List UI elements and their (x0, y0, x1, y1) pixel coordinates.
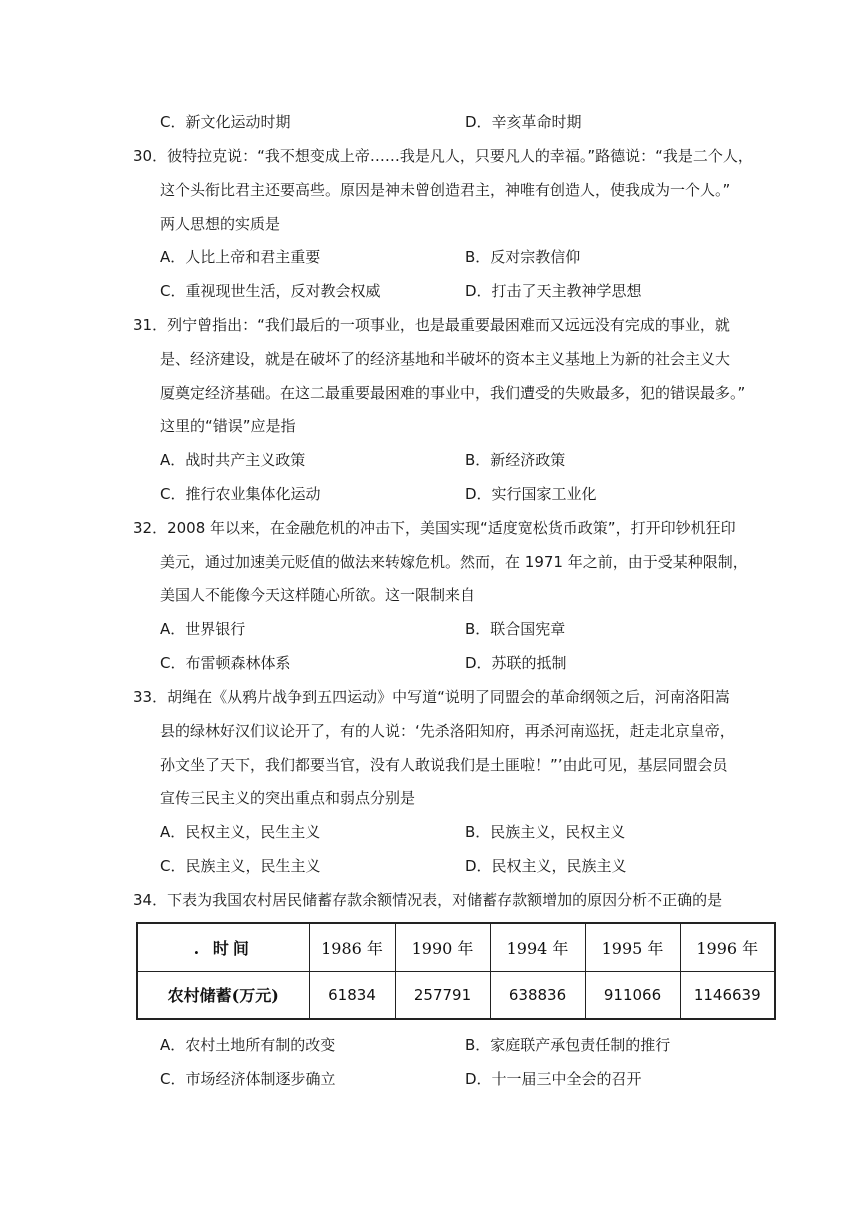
q33-option-b: B．民族主义，民权主义 (465, 823, 626, 841)
q32-stem-line-1: 32．2008 年以来，在金融危机的冲击下，美国实现“适度宽松货币政策”，打开印钞机狂印 (133, 519, 736, 537)
q30-option-c: C．重视现世生活，反对教会权威 (160, 282, 381, 300)
q32-option-d: D．苏联的抵制 (465, 654, 567, 672)
savings-table (136, 922, 776, 1020)
table-year-cell: 1996 年 (680, 923, 775, 971)
q30-option-b: B．反对宗教信仰 (465, 248, 581, 266)
table-row (137, 971, 775, 1019)
table-year-cell: 1990 年 (395, 923, 490, 971)
table-row-label: 农村储蓄(万元) (137, 971, 309, 1019)
q33-stem-line-3: 孙文坐了天下，我们都要当官，没有人敢说我们是土匪啦！”’由此可见，基层同盟会员 (160, 756, 728, 774)
q34-option-a: A．农村土地所有制的改变 (160, 1036, 336, 1054)
q31-stem-line-2: 是、经济建设，就是在破坏了的经济基地和半破坏的资本主义基地上为新的社会主义大 (160, 350, 731, 368)
table-year-cell: 1986 年 (309, 923, 395, 971)
q32-stem-line-2: 美元，通过加速美元贬值的做法来转嫁危机。然而，在 1971 年之前，由于受某种限制， (160, 553, 748, 571)
q32-stem-line-3: 美国人不能像今天这样随心所欲。这一限制来自 (160, 586, 476, 604)
q31-stem-line-1: 31．列宁曾指出：“我们最后的一项事业，也是最重要最困难而又远远没有完成的事业，就 (133, 316, 730, 334)
q31-stem-line-3: 厦奠定经济基础。在这二最重要最困难的事业中，我们遭受的失败最多，犯的错误最多。” (160, 384, 746, 402)
table-year-cell: 1994 年 (490, 923, 585, 971)
q31-option-d: D．实行国家工业化 (465, 485, 597, 503)
table-value-cell: 61834 (309, 971, 395, 1019)
q34-option-c: C．市场经济体制逐步确立 (160, 1070, 336, 1088)
q32-option-c: C．布雷顿森林体系 (160, 654, 291, 672)
q31-option-b: B．新经济政策 (465, 451, 566, 469)
q29-option-d: D．辛亥革命时期 (465, 113, 582, 131)
q31-option-a: A．战时共产主义政策 (160, 451, 306, 469)
q33-stem-line-4: 宣传三民主义的突出重点和弱点分别是 (160, 789, 416, 807)
q30-option-d: D．打击了天主教神学思想 (465, 282, 642, 300)
table-value-cell: 1146639 (680, 971, 775, 1019)
table-header-row (137, 923, 775, 971)
q30-stem-line-2: 这个头衔比君主还要高些。原因是神未曾创造君主，神唯有创造人，使我成为一个人。” (160, 181, 731, 199)
q30-stem-line-1: 30．彼特拉克说：“我不想变成上帝……我是凡人，只要凡人的幸福。”路德说：“我是二个人， (133, 147, 753, 165)
q32-option-a: A．世界银行 (160, 620, 246, 638)
q34-option-d: D．十一届三中全会的召开 (465, 1070, 642, 1088)
table-value-cell: 911066 (585, 971, 680, 1019)
q33-stem-line-2: 县的绿林好汉们议论开了，有的人说：‘先杀洛阳知府，再杀河南巡抚，赶走北京皇帝， (160, 722, 735, 740)
q31-option-c: C．推行农业集体化运动 (160, 485, 321, 503)
q33-option-a: A．民权主义，民生主义 (160, 823, 321, 841)
q31-stem-line-4: 这里的“错误”应是指 (160, 417, 296, 435)
q34-option-b: B．家庭联产承包责任制的推行 (465, 1036, 671, 1054)
table-value-cell: 257791 (395, 971, 490, 1019)
q29-option-c: C．新文化运动时期 (160, 113, 291, 131)
table-header-time: . 时间 (137, 923, 309, 971)
q33-stem-line-1: 33．胡绳在《从鸦片战争到五四运动》中写道“说明了同盟会的革命纲领之后，河南洛阳嵩 (133, 688, 730, 706)
q34-stem-line-1: 34．下表为我国农村居民储蓄存款余额情况表，对储蓄存款额增加的原因分析不正确的是 (133, 891, 723, 909)
q33-option-c: C．民族主义，民生主义 (160, 857, 321, 875)
q33-option-d: D．民权主义，民族主义 (465, 857, 627, 875)
q30-option-a: A．人比上帝和君主重要 (160, 248, 321, 266)
table-value-cell: 638836 (490, 971, 585, 1019)
q30-stem-line-3: 两人思想的实质是 (160, 215, 281, 233)
table-year-cell: 1995 年 (585, 923, 680, 971)
q32-option-b: B．联合国宪章 (465, 620, 566, 638)
